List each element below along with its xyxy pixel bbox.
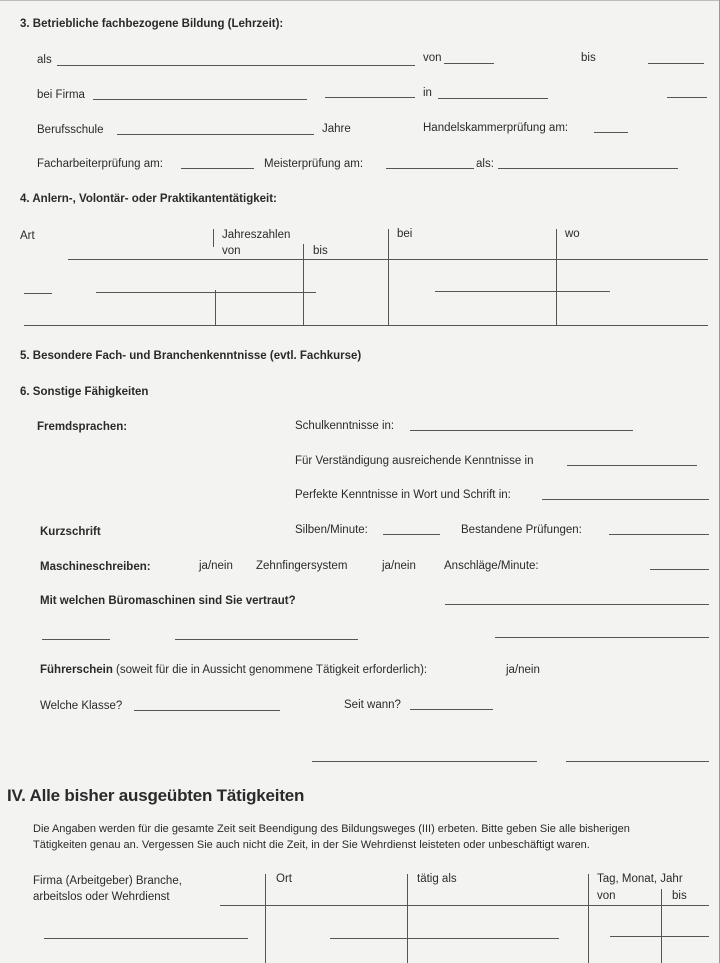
label-pruefungen: Bestandene Prüfungen: (461, 524, 582, 536)
label-zehnfinger: Zehnfingersystem (256, 560, 348, 572)
field-als-2[interactable] (498, 168, 678, 169)
label-als-2: als: (476, 158, 494, 170)
col-wo: wo (565, 228, 580, 240)
section-3-title: 3. Betriebliche fachbezogene Bildung (Lehrzeit): (20, 18, 284, 30)
field-handelskammer[interactable] (594, 132, 628, 133)
table-row-line-3[interactable] (24, 325, 708, 326)
field-in-2[interactable] (667, 97, 707, 98)
label-bueromaschinen: Mit welchen Büromaschinen sind Sie vertraut? (40, 595, 296, 607)
col-firma-line-1: Firma (Arbeitgeber) Branche, (33, 875, 182, 887)
label-schulkenntnisse: Schulkenntnisse in: (295, 420, 395, 432)
row-divider-4 (556, 247, 557, 326)
option-janein-1[interactable]: ja/nein (199, 560, 233, 572)
field-von[interactable] (444, 63, 494, 64)
label-seit: Seit wann? (344, 699, 401, 711)
table-row-line-2b[interactable] (96, 292, 316, 293)
field-als[interactable] (57, 65, 415, 66)
col-taetig: tätig als (417, 873, 457, 885)
iv-col-divider-4 (661, 889, 662, 963)
field-bueromaschinen-4[interactable] (495, 637, 709, 638)
label-handelskammer: Handelskammerprüfung am: (423, 122, 569, 134)
col-art: Art (20, 230, 35, 242)
label-fuehrerschein-bold: Führerschein (40, 664, 113, 676)
field-seit[interactable] (410, 709, 493, 710)
col-datum: Tag, Monat, Jahr (597, 873, 683, 885)
iv-row-line-2a[interactable] (44, 938, 248, 939)
section-6-title: 6. Sonstige Fähigkeiten (20, 386, 149, 398)
field-bueromaschinen[interactable] (445, 604, 709, 605)
field-facharbeiter[interactable] (181, 168, 254, 169)
label-silben: Silben/Minute: (295, 524, 368, 536)
field-schulkenntnisse[interactable] (410, 430, 633, 431)
separator-line-2 (566, 761, 709, 762)
row-divider-3 (388, 247, 389, 326)
field-bueromaschinen-2[interactable] (42, 639, 110, 640)
field-in[interactable] (438, 98, 548, 99)
iv-row-line-1[interactable] (220, 905, 709, 906)
col-ort: Ort (276, 873, 292, 885)
option-janein-2[interactable]: ja/nein (382, 560, 416, 572)
table-row-line-2a[interactable] (24, 293, 52, 294)
row-divider-1 (215, 290, 216, 326)
label-von: von (423, 52, 442, 64)
top-border (0, 0, 720, 1)
field-pruefungen[interactable] (609, 534, 709, 535)
iv-col-divider-2 (407, 874, 408, 963)
label-fuehrerschein (40, 663, 427, 677)
label-verstaendigung: Für Verständigung ausreichende Kenntnisse in (295, 455, 534, 467)
label-jahre: Jahre (322, 123, 351, 135)
section-5-title: 5. Besondere Fach- und Branchenkenntnisse (evtl. Fachkurse) (20, 350, 362, 362)
table-row-line-2c[interactable] (435, 291, 610, 292)
col-divider-1 (213, 229, 214, 247)
option-janein-3[interactable]: ja/nein (506, 664, 540, 676)
field-perfekt[interactable] (542, 499, 709, 500)
col-von: von (222, 245, 241, 257)
field-berufsschule[interactable] (117, 134, 314, 135)
field-klasse[interactable] (134, 710, 280, 711)
label-als: als (37, 54, 52, 66)
field-silben[interactable] (383, 534, 440, 535)
field-bis[interactable] (648, 63, 704, 64)
label-maschinen: Maschineschreiben: (40, 561, 151, 573)
col-jahreszahlen: Jahreszahlen (222, 229, 291, 241)
iv-col-divider-3 (588, 874, 589, 963)
label-anschlaege: Anschläge/Minute: (444, 560, 539, 572)
iv-row-line-2b[interactable] (330, 938, 559, 939)
row-divider-2 (303, 262, 304, 326)
iv-row-line-2c[interactable] (610, 936, 709, 937)
label-in: in (423, 87, 432, 99)
field-verstaendigung[interactable] (567, 465, 697, 466)
field-bueromaschinen-3[interactable] (175, 639, 358, 640)
field-firma[interactable] (93, 99, 307, 100)
label-klasse: Welche Klasse? (40, 700, 123, 712)
label-bei-firma: bei Firma (37, 89, 85, 101)
col-divider-3 (388, 229, 389, 247)
section-iv-text-2: Tätigkeiten genau an. Vergessen Sie auch nicht die Zeit, in der Sie Wehrdienst leisteten oder unbeschäftigt waren. (33, 839, 590, 851)
col-bis: bis (313, 245, 328, 257)
col-datum-bis: bis (672, 890, 687, 902)
section-iv-text-1: Die Angaben werden für die gesamte Zeit seit Beendigung des Bildungsweges (III) erbeten. Bitte geben Sie alle bisherigen (33, 823, 630, 835)
section-4-title: 4. Anlern-, Volontär- oder Praktikantentätigkeit: (20, 193, 277, 205)
field-anschlaege[interactable] (650, 569, 709, 570)
label-berufsschule: Berufsschule (37, 124, 104, 136)
label-perfekt: Perfekte Kenntnisse in Wort und Schrift in: (295, 489, 511, 501)
label-fremdsprachen: Fremdsprachen: (37, 421, 128, 433)
label-bis: bis (581, 52, 596, 64)
separator-line-1 (312, 761, 537, 762)
label-facharbeiter: Facharbeiterprüfung am: (37, 158, 163, 170)
col-bei: bei (397, 228, 413, 240)
label-meister: Meisterprüfung am: (264, 158, 364, 170)
label-kurzschrift: Kurzschrift (40, 526, 101, 538)
col-datum-von: von (597, 890, 616, 902)
col-firma-line-2: arbeitslos oder Wehrdienst (33, 891, 170, 903)
col-divider-4 (556, 229, 557, 247)
iv-col-divider-1 (265, 874, 266, 963)
field-meister[interactable] (386, 168, 474, 169)
label-fuehrerschein-rest: (soweit für die in Aussicht genommene Tätigkeit erforderlich): (112, 664, 428, 676)
section-iv-title: IV. Alle bisher ausgeübten Tätigkeiten (7, 786, 305, 805)
field-firma-2[interactable] (325, 97, 415, 98)
